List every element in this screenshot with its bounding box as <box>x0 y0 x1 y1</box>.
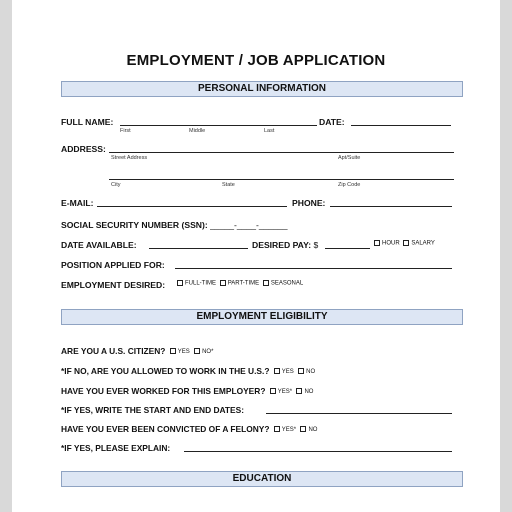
salary-label: SALARY <box>411 240 435 247</box>
application-page <box>12 0 500 512</box>
seasonal-checkbox[interactable] <box>263 280 269 286</box>
citizen-question-text: ARE YOU A U.S. CITIZEN? <box>61 346 166 356</box>
felony-no-checkbox[interactable] <box>300 426 306 432</box>
full-time-label: FULL-TIME <box>185 280 217 287</box>
last-sublabel: Last <box>264 128 275 134</box>
phone-field[interactable] <box>330 206 452 207</box>
hour-label: HOUR <box>382 240 400 247</box>
citizen-yes-checkbox[interactable] <box>170 348 176 354</box>
explain-field[interactable] <box>184 451 452 452</box>
felony-question-text: HAVE YOU EVER BEEN CONVICTED OF A FELONY? <box>61 424 270 434</box>
worked-before-question <box>61 386 313 396</box>
citizen-no-checkbox[interactable] <box>194 348 200 354</box>
ssn-label-text: SOCIAL SECURITY NUMBER (SSN): <box>61 220 208 230</box>
city-state-zip-field[interactable] <box>109 179 454 180</box>
desired-pay-label <box>252 240 318 250</box>
desired-pay-field[interactable] <box>325 248 370 249</box>
work-authorization-text: *IF NO, ARE YOU ALLOWED TO WORK IN THE U.S.? <box>61 366 270 376</box>
worked-before-text: HAVE YOU EVER WORKED FOR THIS EMPLOYER? <box>61 386 266 396</box>
section-header-eligibility: EMPLOYMENT ELIGIBILITY <box>61 309 463 325</box>
apt-sublabel: Apt/Suite <box>338 155 361 161</box>
position-label: POSITION APPLIED FOR: <box>61 260 165 270</box>
address-label: ADDRESS: <box>61 144 106 154</box>
full-time-checkbox[interactable] <box>177 280 183 286</box>
worked-yes-checkbox[interactable] <box>270 388 276 394</box>
date-available-label: DATE AVAILABLE: <box>61 240 137 250</box>
pay-type-options <box>372 240 435 247</box>
citizen-yes-label: YES <box>177 348 190 355</box>
desired-pay-text: DESIRED PAY: <box>252 240 312 250</box>
full-name-field[interactable] <box>120 125 317 126</box>
felony-yes-label: YES* <box>281 426 297 433</box>
work-authorization-question <box>61 366 315 376</box>
worked-yes-label: YES* <box>277 388 293 395</box>
authorized-yes-checkbox[interactable] <box>274 368 280 374</box>
section-header-personal: PERSONAL INFORMATION <box>61 81 463 97</box>
salary-checkbox[interactable] <box>403 240 409 246</box>
first-sublabel: First <box>120 128 131 134</box>
authorized-yes-label: YES <box>281 368 294 375</box>
felony-question <box>61 424 317 434</box>
authorized-no-checkbox[interactable] <box>298 368 304 374</box>
start-end-dates-field[interactable] <box>266 413 452 414</box>
citizen-no-label: NO* <box>202 348 214 355</box>
date-available-field[interactable] <box>149 248 248 249</box>
part-time-label: PART-TIME <box>227 280 260 287</box>
explain-label: *IF YES, PLEASE EXPLAIN: <box>61 443 171 453</box>
email-field[interactable] <box>97 206 287 207</box>
date-label: DATE: <box>319 117 345 127</box>
state-sublabel: State <box>222 182 235 188</box>
felony-no-label: NO <box>308 426 318 433</box>
start-end-dates-label: *IF YES, WRITE THE START AND END DATES: <box>61 405 245 415</box>
date-field[interactable] <box>351 125 451 126</box>
part-time-checkbox[interactable] <box>220 280 226 286</box>
form-title: EMPLOYMENT / JOB APPLICATION <box>126 52 386 69</box>
dollar-sign: $ <box>313 240 319 250</box>
employment-type-options <box>175 280 303 287</box>
worked-no-checkbox[interactable] <box>296 388 302 394</box>
middle-sublabel: Middle <box>189 128 206 134</box>
phone-label: PHONE: <box>292 198 326 208</box>
position-field[interactable] <box>175 268 452 269</box>
full-name-label: FULL NAME: <box>61 117 114 127</box>
seasonal-label: SEASONAL <box>270 280 304 287</box>
worked-no-label: NO <box>304 388 314 395</box>
authorized-no-label: NO <box>306 368 316 375</box>
citizen-question <box>61 346 213 356</box>
email-label: E-MAIL: <box>61 198 94 208</box>
street-sublabel: Street Address <box>111 155 148 161</box>
ssn-label <box>61 220 288 230</box>
felony-yes-checkbox[interactable] <box>274 426 280 432</box>
hour-checkbox[interactable] <box>374 240 380 246</box>
employment-desired-label: EMPLOYMENT DESIRED: <box>61 280 166 290</box>
city-sublabel: City <box>111 182 121 188</box>
street-address-field[interactable] <box>109 152 454 153</box>
section-header-education: EDUCATION <box>61 471 463 487</box>
ssn-field[interactable]: _____-____-______ <box>210 220 288 230</box>
zip-sublabel: Zip Code <box>338 182 361 188</box>
